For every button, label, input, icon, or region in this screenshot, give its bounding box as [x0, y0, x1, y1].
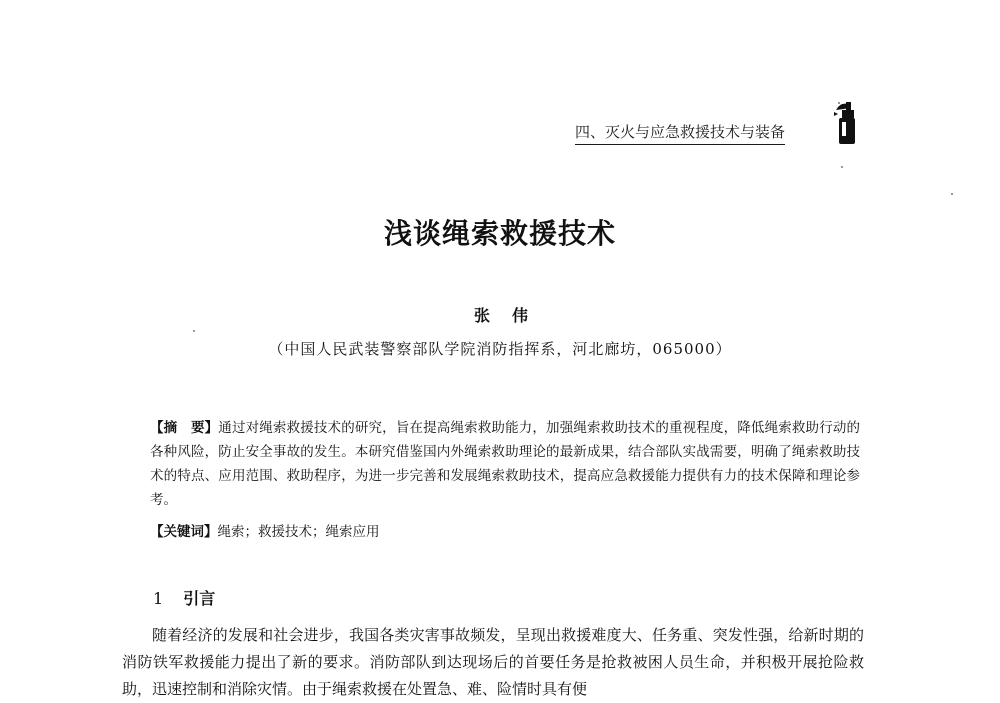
scan-speck [838, 102, 840, 104]
keywords-label: 【关键词】 [150, 524, 218, 540]
abstract [150, 416, 860, 512]
fire-extinguisher-icon [830, 100, 858, 146]
scan-speck [841, 166, 843, 168]
abstract-label: 【摘 要】 [150, 420, 219, 436]
section-header: 四、灭火与应急救援技术与装备 [575, 121, 785, 145]
scan-speck [193, 330, 195, 332]
author: 张伟 [473, 306, 550, 325]
affiliation: （中国人民武装警察部队学院消防指挥系，河北廊坊，065000） [268, 340, 732, 358]
section-heading [153, 586, 215, 609]
abstract-text: 通过对绳索救援技术的研究，旨在提高绳索救助能力，加强绳索救助技术的重视程度，降低绳索救助行动的各种风险，防止安全事故的发生。本研究借鉴国内外绳索救助理论的最新成果，结合部队实战需要，明确了绳索救助技术的特点、应用范围、救助程序，为进一步完善和发展绳索救助技术，提高应急救援能力提供有力的技术保障和理论参考。 [150, 420, 861, 508]
keywords [150, 520, 860, 544]
scan-speck [951, 193, 953, 195]
section-title: 引言 [183, 589, 216, 608]
body-paragraph: 随着经济的发展和社会进步，我国各类灾害事故频发，呈现出救援难度大、任务重、突发性强，给新时期的消防铁军救援能力提出了新的要求。消防部队到达现场后的首要任务是抢救被困人员生命，并积极开展抢险救助，迅速控制和消除灾情。由于绳索救援在处置急、难、险情时具有便 [122, 626, 864, 698]
keywords-text: 绳索；救援技术；绳索应用 [217, 524, 380, 540]
paper-title: 浅谈绳索救援技术 [383, 217, 616, 250]
section-number: 1 [153, 589, 164, 608]
